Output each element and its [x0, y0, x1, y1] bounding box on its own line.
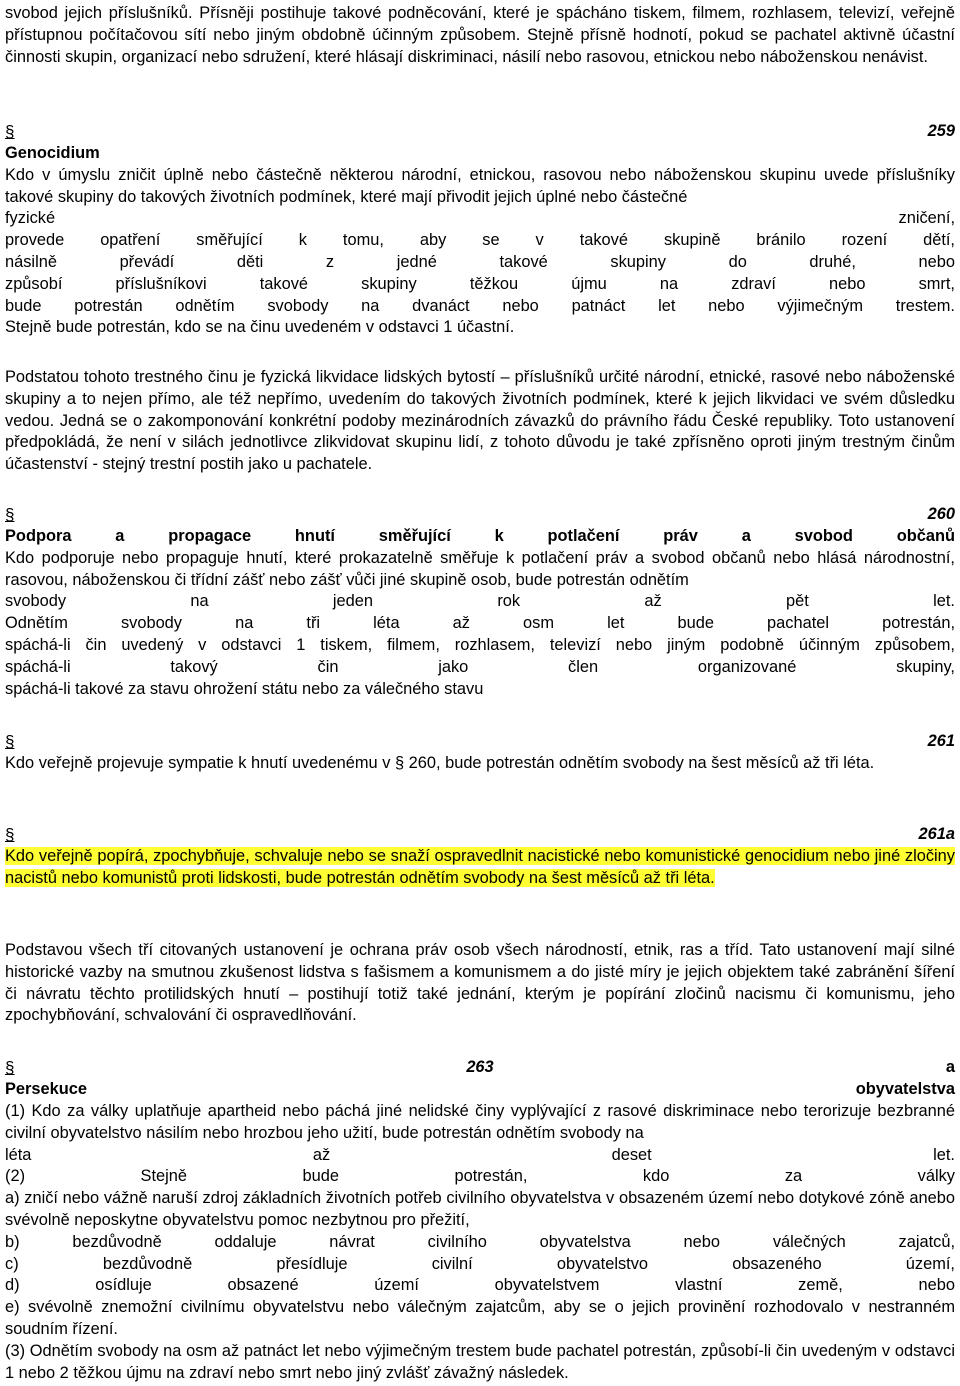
- section-260: [5, 504, 955, 700]
- section-line: svobody na jeden rok až pět let.: [5, 592, 955, 611]
- section-sign: §: [5, 732, 15, 751]
- section-line: léta až deset let.: [5, 1145, 955, 1164]
- section-261a: [5, 824, 955, 890]
- section-line: (1) Kdo za války uplatňuje apartheid nebo páchá jiné nelidské činy vyplývající z rasové diskriminace nebo terorizuje bezbranné civilní obyvatelstvo násilím nebo hrozbou jeho užití, bude potrestán odnětím svobody na: [5, 1102, 955, 1142]
- section-text: Kdo veřejně projevuje sympatie k hnutí uvedenému v § 260, bude potrestán odnětím svobody na šest měsíců až tři léta.: [5, 754, 875, 772]
- section-line: (3) Odnětím svobody na osm až patnáct let nebo výjimečným trestem bude pachatel potrestán, způsobí-li čin uvedeným v odstavci 1 nebo 2 těžkou újmu na zdraví nebo smrt nebo jiný zvlášť závažný následek.: [5, 1341, 955, 1382]
- section-header: [5, 731, 955, 753]
- section-title-left: Persekuce: [5, 1080, 88, 1098]
- section-line: a) zničí nebo vážně naruší zdroj základních životních potřeb civilního obyvatelstva v obsazeném území nebo dotykové zóně anebo svévolně neposkytne obyvatelstvu pomoc nezbytnou pro přežití,: [5, 1189, 955, 1229]
- highlighted-text: [5, 846, 955, 890]
- section-line: provede opatření směřující k tomu, aby se v takové skupině bránilo rození dětí,: [5, 231, 955, 250]
- section-263a: [5, 1057, 955, 1384]
- section-sign: §: [5, 505, 15, 524]
- section-line: násilně převádí děti z jedné takové skupiny do druhé, nebo: [5, 252, 955, 271]
- section-title: [5, 1079, 955, 1101]
- section-header: [5, 1057, 955, 1079]
- section-number: 261: [927, 732, 955, 750]
- commentary-paragraph: Podstatou tohoto trestného činu je fyzická likvidace lidských bytostí – příslušníků určité národní, etnické, rasové nebo náboženské skupiny a to nejen přímo, ale též nepřímo, uvedením do takových životních podmínek, které k jejich likvidaci ve svém důsledku vedou. Jedná se o zakomponování konkrétní podoby mezinárodních závazků do právního řádu České republiky. Toto ustanovení předpokládá, že není v silách jednotlivce zlikvidovat skupinu lidí, z tohoto důvodu je také zpřísněno oproti jiným trestným činům účastenství - stejný trestní postih jako u pachatele.: [5, 368, 955, 474]
- section-header: [5, 824, 955, 846]
- section-line: b) bezdůvodně oddaluje návrat civilního obyvatelstva nebo válečných zajatců,: [5, 1232, 955, 1251]
- section-line: fyzické zničení,: [5, 209, 955, 228]
- section-line: Kdo podporuje nebo propaguje hnutí, které prokazatelně směřuje k potlačení práv a svobod občanů nebo hlásá národnostní, rasovou, náboženskou či třídní zášť nebo zášť vůči jiné skupině osob, bude potrestán odnětím: [5, 548, 955, 589]
- intro-paragraph: svobod jejich příslušníků. Přísněji postihuje takové podněcování, které je spácháno tiskem, filmem, rozhlasem, televizí, veřejně přístupnou počítačovou sítí nebo jiným obdobně účinným způsobem. Stejně přísně hodnotí, pokud se pachatel aktivně účastní činnosti skupin, organizací nebo sdružení, které hlásají diskriminaci, násilí nebo rasovou, etnickou nebo náboženskou nenávist.: [5, 4, 955, 66]
- section-line: spáchá-li takový čin jako člen organizované skupiny,: [5, 657, 955, 676]
- section-line: d) osídluje obsazené území obyvatelstvem vlastní země, nebo: [5, 1276, 955, 1295]
- section-line: způsobí příslušníkovi takové skupiny těžkou újmu na zdraví nebo smrt,: [5, 274, 955, 293]
- section-title-right: obyvatelstva: [855, 1080, 955, 1098]
- section-sign: §: [5, 825, 15, 844]
- highlight-mark: Kdo veřejně popírá, zpochybňuje, schvaluje nebo se snaží ospravedlnit nacistické nebo komunistické genocidium nebo jiné zločiny nacistů nebo komunistů proti lidskosti, bude potrestán odnětím svobody na šest měsíců až tři léta.: [5, 847, 955, 887]
- section-line: spáchá-li takové za stavu ohrožení státu nebo za válečného stavu: [5, 679, 484, 698]
- section-header: [5, 504, 955, 526]
- section-sign: §: [5, 1058, 15, 1077]
- section-letter: a: [945, 1058, 955, 1076]
- section-259: [5, 121, 955, 339]
- commentary-paragraph: Podstavou všech tří citovaných ustanovení je ochrana práv osob všech národností, etnik, ras a tříd. Tato ustanovení mají silné historické vazby na smutnou zkušenost lidstva s fašismem a komunismem a do jisté míry je jejich objektem také zabránění šíření či návratu těchto protilidských hnutí – postihují totiž také jednání, kterým je popírání zločinů nacismu či komunismu, jeho zpochybňování, schvalování či ospravedlňování.: [5, 941, 955, 1025]
- section-line: c) bezdůvodně přesídluje civilní obyvatelstvo obsazeného území,: [5, 1254, 955, 1273]
- section-line: spáchá-li čin uvedený v odstavci 1 tiskem, filmem, rozhlasem, televizí nebo jiným podobně účinným způsobem,: [5, 635, 955, 654]
- section-261: [5, 731, 955, 775]
- section-number: 263: [466, 1058, 494, 1076]
- section-line: (2) Stejně bude potrestán, kdo za války: [5, 1167, 955, 1186]
- section-number: 260: [927, 505, 955, 523]
- section-header: [5, 121, 955, 143]
- section-title: Podpora a propagace hnutí směřující k potlačení práv a svobod občanů: [5, 527, 955, 545]
- section-line: Odnětím svobody na tři léta až osm let bude pachatel potrestán,: [5, 614, 955, 633]
- section-number: 261a: [918, 825, 955, 843]
- section-line: Kdo v úmyslu zničit úplně nebo částečně některou národní, etnickou, rasovou nebo náboženskou skupinu uvede příslušníky takové skupiny do takových životních podmínek, které mají přivodit jejich úplné nebo částečné: [5, 165, 955, 206]
- section-title: Genocidium: [5, 144, 100, 162]
- section-line: Stejně bude potrestán, kdo se na činu uvedeném v odstavci 1 účastní.: [5, 318, 515, 337]
- section-line: e) svévolně znemožní civilnímu obyvatelstvu nebo válečným zajatcům, aby se o jejich provinění rozhodovalo v nestranném soudním řízení.: [5, 1298, 955, 1338]
- section-line: bude potrestán odnětím svobody na dvanáct nebo patnáct let nebo výjimečným trestem.: [5, 296, 955, 315]
- section-sign: §: [5, 122, 15, 141]
- section-number: 259: [927, 122, 955, 140]
